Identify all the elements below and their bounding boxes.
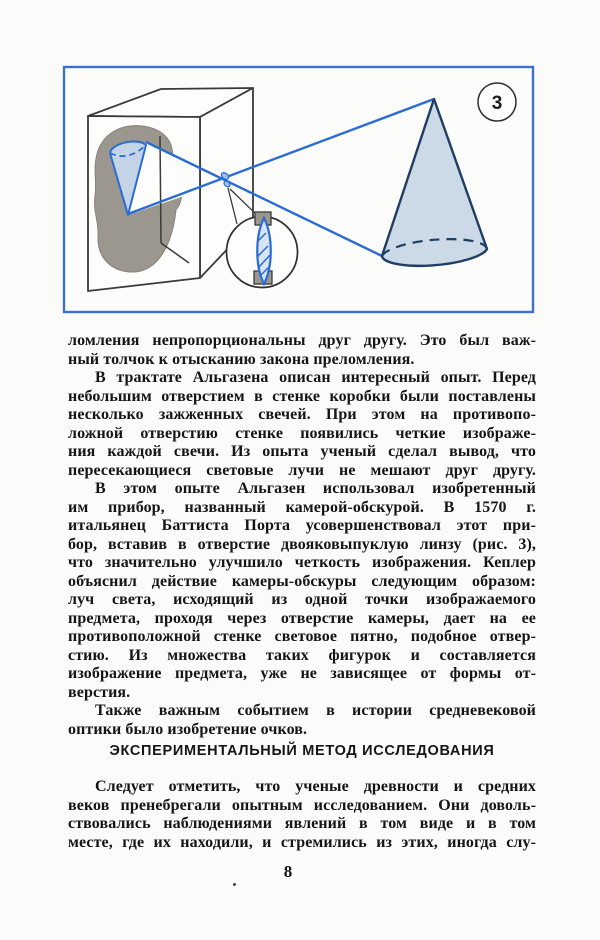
page-number: 8 [283,862,293,881]
text-line: луч света, исходящий из одной точки изображаемого [68,591,536,608]
text-line: ный толчок к отысканию закона преломления. [68,350,415,368]
text-line: небольшим отверстием в стенке коробки были поставлены [68,387,536,405]
text-line: ложной отверстию стенке появились четкие изображе- [68,424,536,442]
text-line: изображение предмета, уже не зависящее от формы от- [68,665,536,682]
body-text [68,332,536,881]
text-line: Следует отметить, что ученые древности и средних [95,778,536,795]
text-line: бор, вставив в отверстие двояковыпуклую линзу (рис. 3), [68,535,536,553]
text-line: веков пренебрегали опытным исследованием. Они доволь- [68,796,536,814]
text-line: предмета, проходя через отверстие камеры, дает на ее [68,609,536,627]
text-line: верстия. [68,683,131,701]
text-line: стию. Из множества таких фигурок и составляется [68,646,536,664]
text-line: ния каждой свечи. Из опыта ученый сделал вывод, что [68,443,536,460]
figure-number: 3 [491,93,503,114]
text-line: оптики было изобретение очков. [68,720,308,738]
section-heading: ЭКСПЕРИМЕНТАЛЬНЫЙ МЕТОД ИССЛЕДОВАНИЯ [109,743,495,759]
text-line: пересекающиеся световые лучи не мешают друг другу. [68,461,536,479]
camera-obscura-figure [0,0,600,330]
text-line: им прибор, названный камерой-обскурой. В 1570 г. [68,498,536,516]
figure-number-badge [478,83,516,121]
text-line: несколько зажженных свечей. При этом на противопо- [68,406,536,423]
text-line: противоположной стенке световое пятно, подобное отвер- [68,628,536,645]
scan-speck [233,883,236,886]
text-line: что значительно улучшило четкость изображения. Кеплер [68,554,536,571]
text-line: В трактате Альгазена описан интересный опыт. Перед [95,369,536,386]
text-line: ломления непропорциональны друг другу. Это был важ- [68,332,536,349]
text-line: месте, где их находили, и стремились из этих, иногда слу- [68,833,536,851]
text-line: В этом опыте Альгазен использовал изобретенный [95,480,536,497]
text-line: объяснил действие камеры-обскуры следующим образом: [68,572,536,590]
text-line: итальянец Баттиста Порта усовершенствовал этот при- [68,517,536,534]
text-line: Также важным событием в истории средневековой [95,702,536,719]
text-line: ствовались наблюдениями явлений в том виде и в том [68,815,536,832]
